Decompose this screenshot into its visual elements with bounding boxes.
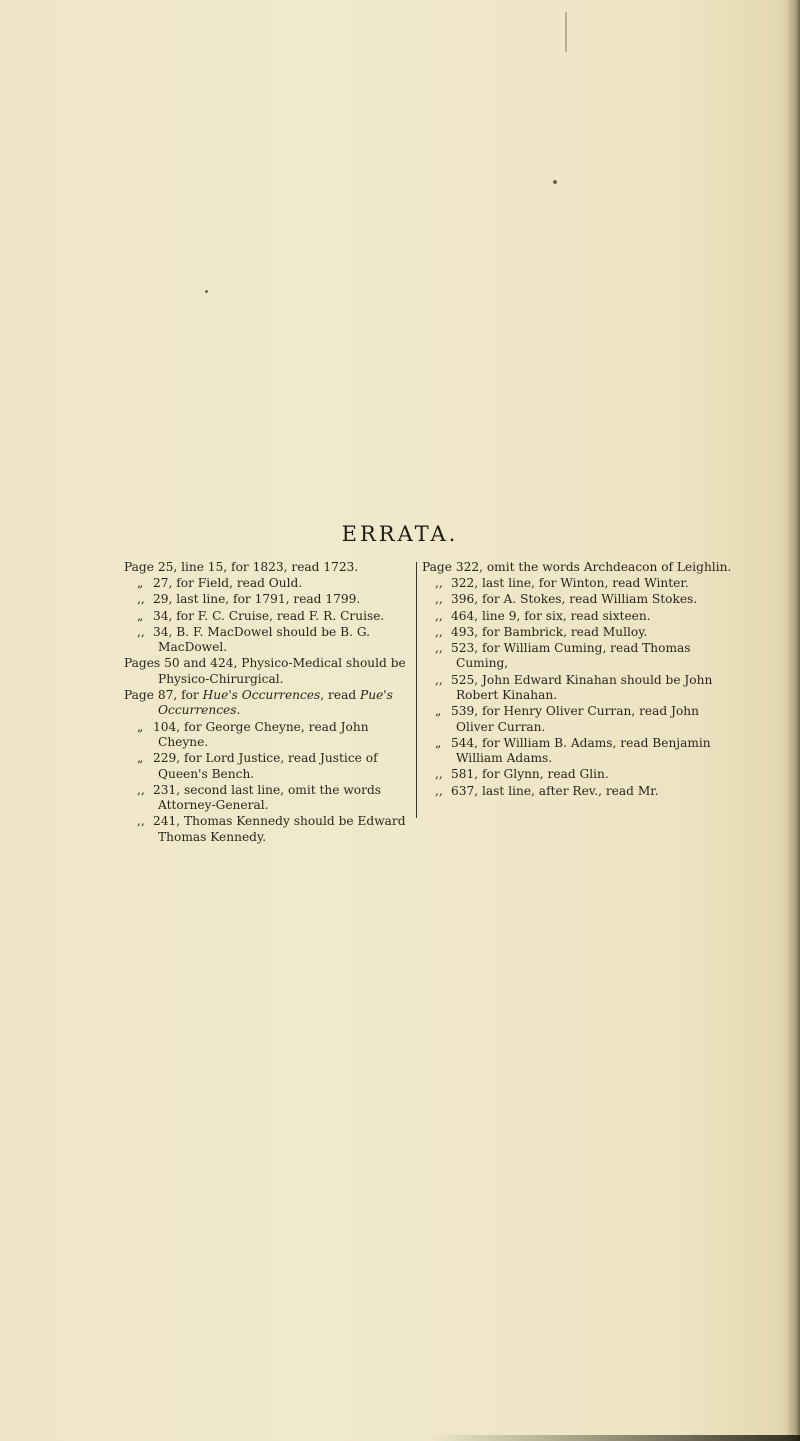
errata-entry: ,, 464, line 9, for six, read sixteen. [435, 608, 651, 623]
paper-scratch [565, 12, 567, 52]
errata-entry: ,, 231, second last line, omit the words Attorney-General. [137, 782, 382, 813]
errata-left-column [124, 560, 411, 846]
paper-speck [205, 290, 208, 293]
errata-entry: ,, 29, last line, for 1791, read 1799. [137, 592, 361, 607]
errata-entry: ,, 523, for William Cuming, read Thomas Cuming, [435, 641, 691, 671]
errata-entry: ,, 396, for A. Stokes, read William Stokes. [435, 592, 698, 607]
errata-entry: „ 229, for Lord Justice, read Justice of Queen's Bench. [137, 751, 378, 781]
errata-entry: ,, 34, B. F. MacDowel should be B. G. MacDowel. [137, 624, 370, 655]
errata-entry: Page 87, for Hue's Occurrences, read Pue's Occurrences. [124, 688, 393, 718]
errata-entry: „ 544, for William B. Adams, read Benjamin William Adams. [435, 735, 711, 766]
page-bottom-edge [430, 1435, 800, 1441]
page-edge-shadow [786, 0, 800, 1441]
errata-entry: Page 322, omit the words Archdeacon of Leighlin. [422, 560, 732, 574]
errata-entry: Page 25, line 15, for 1823, read 1723. [124, 560, 359, 574]
errata-entry: ,, 493, for Bambrick, read Mulloy. [435, 624, 648, 639]
errata-entry: ,, 637, last line, after Rev., read Mr. [435, 783, 659, 798]
errata-entry: „ 27, for Field, read Ould. [137, 576, 303, 591]
errata-entry: ,, 322, last line, for Winton, read Winter. [435, 576, 689, 591]
errata-right-column [422, 560, 732, 800]
column-divider [416, 562, 417, 818]
errata-entry: ,, 525, John Edward Kinahan should be John Robert Kinahan. [435, 672, 713, 703]
errata-entry: „ 539, for Henry Oliver Curran, read John Oliver Curran. [435, 704, 700, 734]
errata-entry: „ 34, for F. C. Cruise, read F. R. Cruise. [137, 608, 385, 623]
paper-speck [553, 180, 557, 184]
errata-entry: ,, 581, for Glynn, read Glin. [435, 767, 609, 782]
errata-entry: Pages 50 and 424, Physico-Medical should be Physico-Chirurgical. [124, 656, 406, 686]
errata-title: ERRATA. [341, 522, 459, 546]
errata-entry: „ 104, for George Cheyne, read John Cheyne. [137, 719, 369, 750]
errata-entry: ,, 241, Thomas Kennedy should be Edward Thomas Kennedy. [137, 814, 406, 844]
